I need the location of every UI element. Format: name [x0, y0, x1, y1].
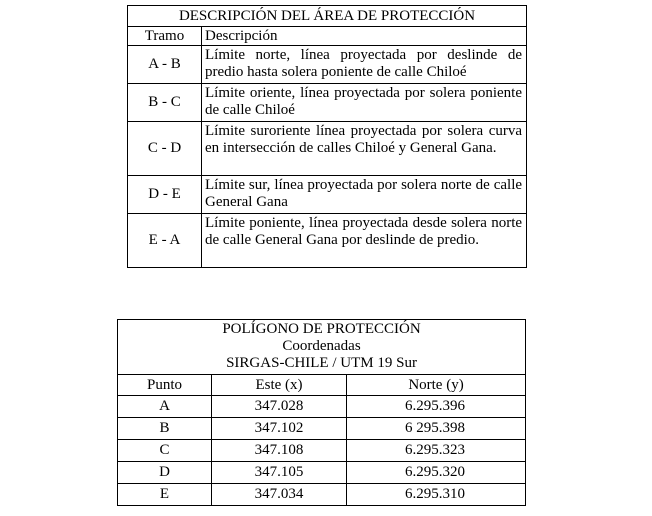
segment-cell: E - A	[128, 214, 202, 268]
area-table-title: DESCRIPCIÓN DEL ÁREA DE PROTECCIÓN	[128, 6, 527, 27]
description-cell: Límite suroriente línea proyectada por solera curva en intersección de calles Chiloé y General Gana.	[202, 122, 527, 176]
description-cell: Límite oriente, línea proyectada por solera poniente de calle Chiloé	[202, 84, 527, 122]
table-row	[118, 440, 526, 462]
este-cell: 347.105	[212, 462, 347, 484]
table-row	[128, 176, 527, 214]
norte-cell: 6.295.323	[347, 440, 526, 462]
point-cell: C	[118, 440, 212, 462]
table-row	[118, 396, 526, 418]
protection-polygon-table	[117, 319, 526, 506]
norte-cell: 6.295.310	[347, 484, 526, 506]
point-cell: B	[118, 418, 212, 440]
norte-cell: 6.295.396	[347, 396, 526, 418]
polygon-table-title: POLÍGONO DE PROTECCIÓN	[222, 321, 421, 337]
este-cell: 347.102	[212, 418, 347, 440]
point-cell: D	[118, 462, 212, 484]
description-cell: Límite norte, línea proyectada por deslinde de predio hasta solera poniente de calle Chiloé	[202, 46, 527, 84]
col-header-punto: Punto	[118, 375, 212, 396]
table-row	[118, 418, 526, 440]
table-row	[128, 84, 527, 122]
area-description-table	[127, 5, 527, 268]
description-cell: Límite poniente, línea proyectada desde solera norte de calle General Gana por deslinde de predio.	[202, 214, 527, 268]
segment-cell: B - C	[128, 84, 202, 122]
polygon-table-subtitle: Coordenadas	[282, 338, 361, 354]
table-row	[118, 484, 526, 506]
col-header-descripcion: Descripción	[202, 27, 527, 46]
norte-cell: 6.295.320	[347, 462, 526, 484]
este-cell: 347.108	[212, 440, 347, 462]
este-cell: 347.028	[212, 396, 347, 418]
table-row	[128, 122, 527, 176]
description-cell: Límite sur, línea proyectada por solera norte de calle General Gana	[202, 176, 527, 214]
polygon-table-header	[118, 320, 526, 375]
coordinate-system: SIRGAS-CHILE / UTM 19 Sur	[226, 355, 417, 371]
col-header-tramo: Tramo	[128, 27, 202, 46]
segment-cell: D - E	[128, 176, 202, 214]
norte-cell: 6 295.398	[347, 418, 526, 440]
segment-cell: C - D	[128, 122, 202, 176]
col-header-este: Este (x)	[212, 375, 347, 396]
point-cell: A	[118, 396, 212, 418]
table-row	[118, 462, 526, 484]
table-row	[128, 46, 527, 84]
col-header-norte: Norte (y)	[347, 375, 526, 396]
segment-cell: A - B	[128, 46, 202, 84]
este-cell: 347.034	[212, 484, 347, 506]
point-cell: E	[118, 484, 212, 506]
table-row	[128, 214, 527, 268]
